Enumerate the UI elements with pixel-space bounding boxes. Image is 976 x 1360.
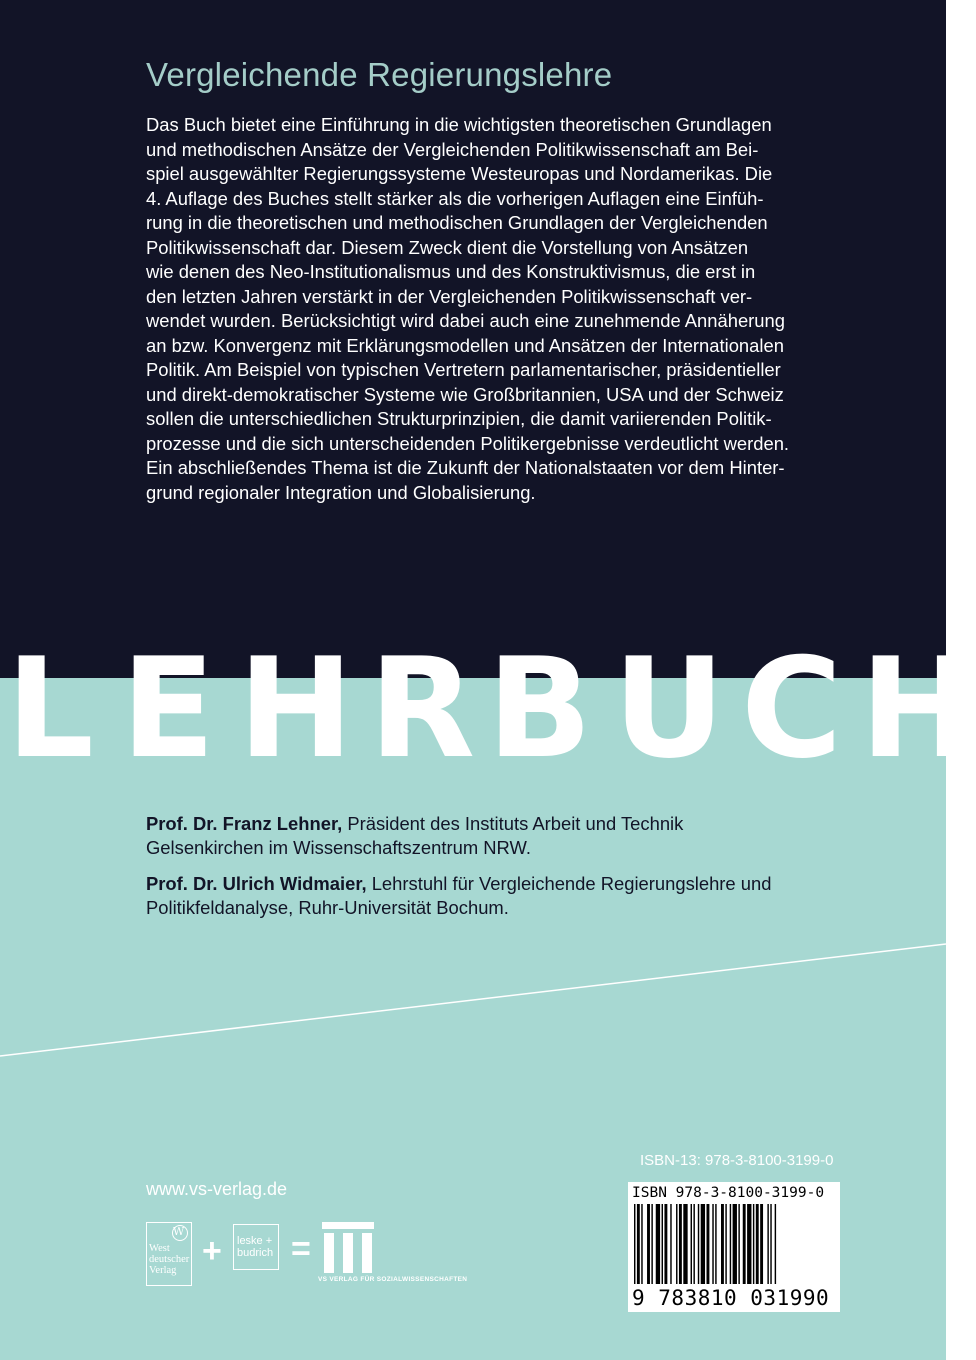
author-2-name: Prof. Dr. Ulrich Widmaier, [146,873,367,894]
top-panel [0,0,946,678]
isbn-label: ISBN-13: 978-3-8100-3199-0 [640,1152,834,1169]
plus-sign: + [202,1232,222,1270]
series-label-letter: L [6,628,94,789]
barcode-bar [747,1204,751,1284]
barcode-bar [753,1204,754,1284]
barcode-bar [721,1204,724,1284]
description-line: Politikwissenschaft dar. Diesem Zweck dient die Vorstellung von Ansätzen [146,236,749,258]
description-line: sollen die unterschiedlichen Strukturprinzipien, die damit variierenden Politik- [146,408,772,429]
description-line: wendet wurden. Berücksichtigt wird dabei auch eine zunehmende Annäherung [146,310,785,331]
barcode-bar [725,1204,726,1284]
lb-text-line2: budrich [237,1247,274,1259]
barcode-bar [647,1204,650,1284]
description-line: spiel ausgewählter Regierungssysteme Westeuropas und Nordamerikas. Die [146,163,773,184]
vs-verlag-caption: VS VERLAG FÜR SOZIALWISSENSCHAFTEN [318,1276,468,1283]
author-1-affiliation-line1: Präsident des Instituts Arbeit und Technik [342,813,684,834]
author-2 [146,872,866,920]
wv-mark: W [173,1225,185,1238]
barcode-bar [733,1204,737,1284]
isbn-barcode [628,1182,840,1312]
website-link[interactable]: www.vs-verlag.de [146,1179,288,1199]
series-label-letter: B [487,628,593,789]
barcode-bar [738,1204,739,1284]
series-label-letter: U [613,628,726,789]
barcode-bar [712,1204,713,1284]
description-line: wie denen des Neo-Institutionalismus und des Konstruktivismus, die erst in [146,261,756,282]
barcode-bar [634,1204,635,1284]
barcode-bar [679,1204,682,1284]
barcode-bar [767,1204,768,1284]
barcode-bar [770,1204,771,1284]
author-1-affiliation-line2: Gelsenkirchen im Wissenschaftszentrum NRW. [146,837,531,858]
barcode-bar [698,1204,699,1284]
description-line: prozesse und die sich unterscheidenden Politikergebnisse verdeutlicht werden. [146,432,790,454]
description-line: Politik. Am Beispiel von typischen Vertretern parlamentarischer, präsidentieller [146,359,781,380]
barcode-bar [691,1204,692,1284]
author-1 [146,812,866,860]
barcode-bar [676,1204,677,1284]
series-label-letter: E [121,628,216,789]
author-2-affiliation-line2: Politikfeldanalyse, Ruhr-Universität Bochum. [146,897,509,918]
wv-text-line3: Verlag [149,1265,177,1276]
bottom-panel [0,628,976,1360]
wv-text-line2: deutscher [149,1254,190,1265]
series-label-letter: C [741,628,843,789]
barcode-bar [683,1204,687,1284]
description-line: 4. Auflage des Buches stellt stärker als die vorherigen Auflagen eine Einfüh- [146,187,764,209]
description-line: Ein abschließendes Thema ist die Zukunft der Nationalstaaten vor dem Hinter- [146,457,785,478]
description-line: grund regionaler Integration und Globalisierung. [146,481,536,503]
barcode-bar [693,1204,694,1284]
barcode-bar [641,1204,642,1284]
description-line: an bzw. Konvergenz mit Erklärungsmodellen und Ansätzen der Internationalen [146,334,784,356]
lb-text-line1: leske + [237,1235,273,1247]
series-label-letter: R [369,628,476,789]
barcode-bar [664,1204,667,1284]
barcode-bar [707,1204,710,1284]
barcode-bars [628,1204,840,1286]
description-line: und methodischen Ansätze der Vergleichenden Politikwissenschaft am Bei- [146,138,759,160]
description-line: den letzten Jahren verstärkt in der Vergleichenden Politikwissenschaft ver- [146,285,753,307]
barcode-bar [715,1204,716,1284]
barcode-bar [760,1204,763,1284]
description-line: rung in die theoretischen und methodischen Grundlagen der Vergleichenden [146,212,768,233]
author-1-name: Prof. Dr. Franz Lehner, [146,813,343,834]
series-label-letter: H [238,628,354,789]
author-2-affiliation-line1: Lehrstuhl für Vergleichende Regierungslehre und [366,873,772,894]
wv-circle-icon [171,1224,189,1242]
barcode-number: 9 783810 031990 [632,1286,830,1310]
publisher-logos [146,1222,546,1292]
series-label-letter: H [860,628,976,789]
book-title: Vergleichende Regierungslehre [146,56,613,93]
description-line: und direkt-demokratischer Systeme wie Großbritannien, USA und der Schweiz [146,383,784,405]
barcode-bar [743,1204,746,1284]
barcode-bar [701,1204,705,1284]
equals-sign: = [291,1230,311,1268]
leske-budrich-logo [233,1224,279,1270]
barcode-bar [775,1204,776,1284]
westdeutscher-verlag-logo [146,1222,192,1286]
wv-text-line1: West [149,1243,170,1254]
description-line: Das Buch bietet eine Einführung in die wichtigsten theoretischen Grundlagen [146,114,772,135]
barcode-bar [756,1204,759,1284]
barcode-bar [730,1204,731,1284]
barcode-bar [651,1204,652,1284]
barcode-isbn-text: ISBN 978-3-8100-3199-0 [632,1185,825,1201]
barcode-bar [637,1204,640,1284]
barcode-bar [670,1204,671,1284]
book-description [146,113,826,505]
barcode-bar [662,1204,663,1284]
barcode-bar [656,1204,660,1284]
